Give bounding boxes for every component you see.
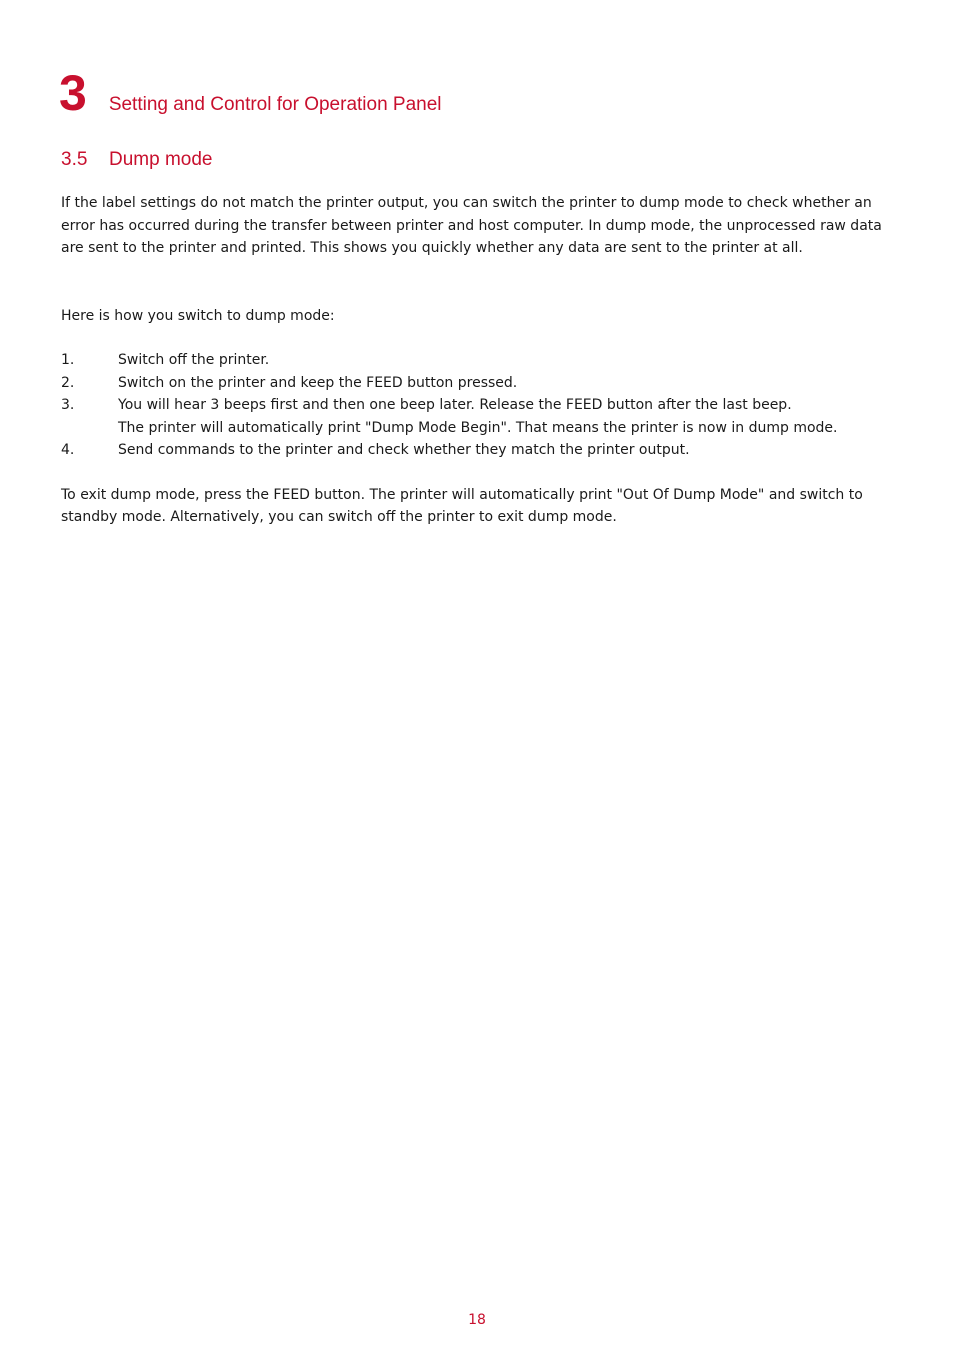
step-text — [118, 394, 891, 439]
list-item — [61, 349, 891, 372]
step-number: 1. — [61, 352, 75, 368]
section-title: Dump mode — [109, 149, 213, 170]
step-line: Switch on the printer and keep the FEED button pressed. — [118, 374, 518, 391]
list-item — [61, 439, 891, 462]
step-text — [118, 349, 891, 372]
document-body — [61, 192, 891, 529]
step-number: 4. — [61, 442, 75, 458]
step-text — [118, 372, 891, 395]
chapter-title: Setting and Control for Operation Panel — [108, 94, 442, 115]
page-number: 18 — [468, 1312, 486, 1328]
intro-paragraph: If the label settings do not match the printer output, you can switch the printer to dump mode to check whether an error has occurred during the transfer between printer and host computer. In dump mode, the unprocessed raw data are sent to the printer and printed. This shows you quickly whether any data are sent to the printer at all. — [61, 195, 882, 256]
section-header — [61, 149, 213, 171]
step-line: Switch off the printer. — [118, 352, 270, 368]
exit-paragraph: To exit dump mode, press the FEED button. The printer will automatically print "Out Of Dump Mode" and switch to standby mode. Alternatively, you can switch off the printer to exit dump mode. — [61, 486, 863, 525]
lead-paragraph: Here is how you switch to dump mode: — [61, 307, 335, 324]
chapter-number: 3 — [59, 65, 87, 121]
list-item — [61, 372, 891, 395]
step-line: You will hear 3 beeps first and then one beep later. Release the FEED button after the last beep. — [118, 397, 792, 413]
steps-list — [61, 349, 891, 462]
step-line: The printer will automatically print "Dump Mode Begin". That means the printer is now in dump mode. — [118, 419, 838, 436]
step-text — [118, 439, 891, 462]
step-number: 2. — [61, 374, 75, 391]
chapter-header — [59, 64, 442, 122]
list-item — [61, 394, 891, 439]
section-number: 3.5 — [61, 149, 88, 170]
step-line: Send commands to the printer and check whether they match the printer output. — [118, 442, 690, 458]
step-number: 3. — [61, 397, 75, 413]
